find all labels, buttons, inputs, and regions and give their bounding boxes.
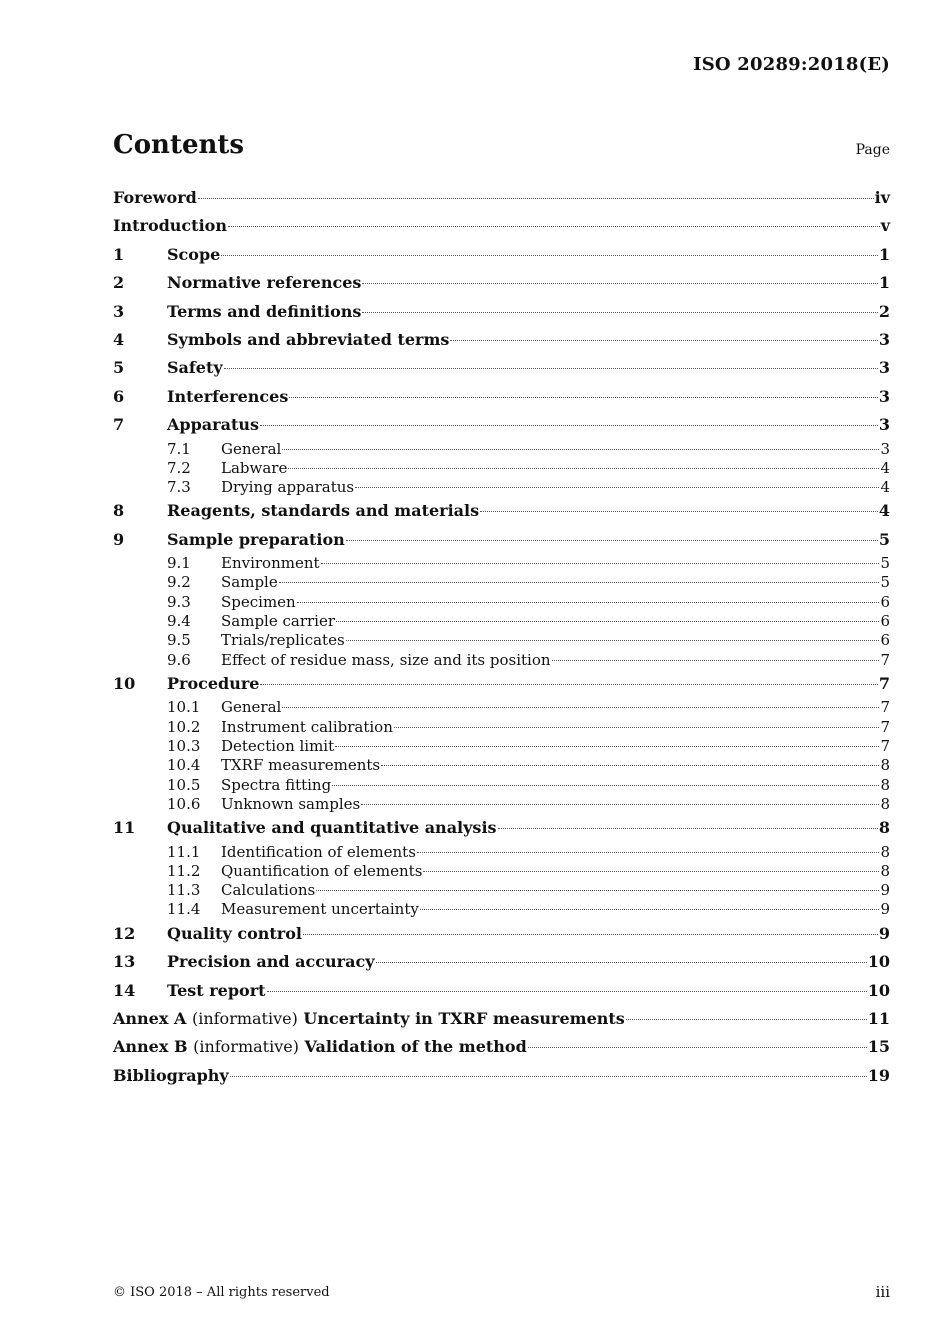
toc-entry-page: 8	[880, 794, 890, 813]
toc-entry[interactable]	[113, 593, 890, 612]
dot-leader	[336, 621, 879, 622]
toc-entry[interactable]	[113, 862, 890, 881]
toc-entry-page: 7	[880, 717, 890, 736]
toc-entry[interactable]	[113, 698, 890, 717]
toc-entry[interactable]	[113, 881, 890, 900]
toc-entry-page: 3	[880, 439, 890, 458]
toc-entry[interactable]	[113, 212, 890, 240]
toc-entry-number: 9.2	[167, 573, 191, 592]
dot-leader	[361, 804, 879, 805]
toc-entry-title: Environment	[221, 554, 320, 573]
toc-entry-number: 5	[113, 358, 125, 378]
toc-entry-title: Annex A (informative) Uncertainty in TXRF measurements	[113, 1008, 625, 1028]
dot-leader	[480, 511, 878, 512]
dot-leader	[346, 640, 880, 641]
toc-entry-title: Safety	[167, 358, 223, 378]
toc-entry-title: General	[221, 439, 282, 458]
dot-leader	[450, 340, 877, 341]
toc-entry-title: Spectra fitting	[221, 775, 332, 794]
toc-entry[interactable]	[113, 497, 890, 525]
toc-entry-page: 8	[880, 775, 890, 794]
toc-entry-number: 9.6	[167, 650, 191, 669]
toc-entry-number: 10.5	[167, 775, 201, 794]
dot-leader	[346, 540, 878, 541]
toc-entry-number: 10.1	[167, 698, 201, 717]
toc-entry-number: 11.1	[167, 842, 201, 861]
toc-entry-number: 14	[113, 980, 136, 1000]
toc-entry[interactable]	[113, 526, 890, 554]
dot-leader	[282, 449, 879, 450]
dot-leader	[362, 283, 877, 284]
toc-entry-title: Calculations	[221, 881, 316, 900]
toc-entry-page: 10	[867, 980, 890, 1000]
toc-entry-page: 1	[878, 273, 890, 293]
toc-entry-page: 2	[878, 301, 890, 321]
toc-entry[interactable]	[113, 920, 890, 948]
dot-leader	[626, 1019, 867, 1020]
toc-entry[interactable]	[113, 298, 890, 326]
toc-entry-number: 10.3	[167, 736, 201, 755]
toc-entry[interactable]	[113, 269, 890, 297]
document-id: ISO 20289:2018(E)	[693, 54, 890, 75]
toc-entry-number: 12	[113, 923, 136, 943]
dot-leader	[198, 198, 874, 199]
toc-entry-page: 3	[878, 415, 890, 435]
table-of-contents	[113, 184, 890, 1090]
dot-leader	[355, 487, 879, 488]
toc-entry-number: 7.2	[167, 458, 191, 477]
toc-entry[interactable]	[113, 776, 890, 795]
toc-entry-page: 8	[880, 861, 890, 880]
toc-entry-title: Sample preparation	[167, 529, 345, 549]
dot-leader	[528, 1047, 867, 1048]
toc-entry-page: 19	[867, 1065, 890, 1085]
dot-leader	[394, 727, 880, 728]
toc-entry-title: Detection limit	[221, 736, 335, 755]
toc-entry-number: 13	[113, 952, 136, 972]
toc-entry-page: 6	[880, 592, 890, 611]
toc-entry-page: 7	[878, 673, 890, 693]
toc-entry-title: Specimen	[221, 592, 296, 611]
toc-entry-page: 15	[867, 1037, 890, 1057]
toc-entry-page: 7	[880, 736, 890, 755]
toc-entry[interactable]	[113, 756, 890, 775]
toc-entry-page: 8	[880, 842, 890, 861]
toc-entry-title: Unknown samples	[221, 794, 361, 813]
toc-entry-page: 10	[867, 952, 890, 972]
toc-entry-title: Sample	[221, 573, 278, 592]
toc-entry[interactable]	[113, 814, 890, 842]
toc-entry-page: 6	[880, 612, 890, 631]
toc-entry-title: Reagents, standards and materials	[167, 501, 480, 521]
toc-entry[interactable]	[113, 843, 890, 862]
toc-entry-page: 1	[878, 244, 890, 264]
toc-entry-number: 8	[113, 501, 125, 521]
toc-entry[interactable]	[113, 1033, 890, 1061]
toc-entry-number: 9.3	[167, 592, 191, 611]
dot-leader	[420, 909, 880, 910]
toc-entry[interactable]	[113, 554, 890, 573]
toc-entry-title: Quantification of elements	[221, 861, 423, 880]
toc-entry[interactable]	[113, 440, 890, 459]
toc-entry-title: Terms and definitions	[167, 301, 362, 321]
dot-leader	[260, 684, 877, 685]
dot-leader	[260, 425, 878, 426]
toc-entry-number: 11.4	[167, 900, 201, 919]
toc-entry[interactable]	[113, 383, 890, 411]
toc-entry-title: Trials/replicates	[221, 631, 345, 650]
toc-entry-page: 9	[880, 900, 890, 919]
toc-entry-page: 11	[867, 1008, 890, 1028]
toc-entry[interactable]	[113, 411, 890, 439]
dot-leader	[552, 660, 880, 661]
toc-entry-number: 1	[113, 244, 125, 264]
dot-leader	[417, 852, 880, 853]
dot-leader	[230, 1076, 867, 1077]
toc-entry-page: 4	[880, 478, 890, 497]
toc-entry-number: 11.3	[167, 881, 201, 900]
toc-entry[interactable]	[113, 1005, 890, 1033]
toc-entry[interactable]	[113, 670, 890, 698]
toc-entry-title: Instrument calibration	[221, 717, 393, 736]
toc-entry-page: 8	[878, 818, 890, 838]
dot-leader	[316, 890, 879, 891]
toc-entry-title: Labware	[221, 458, 288, 477]
toc-entry-title: Quality control	[167, 923, 302, 943]
dot-leader	[303, 934, 878, 935]
toc-entry-title: Foreword	[113, 188, 197, 207]
dot-leader	[228, 226, 880, 227]
page-number: iii	[875, 1283, 890, 1301]
toc-entry-title: Scope	[167, 244, 221, 264]
toc-entry-page: 3	[878, 386, 890, 406]
toc-entry-title: Measurement uncertainty	[221, 900, 419, 919]
toc-entry[interactable]	[113, 1062, 890, 1090]
toc-entry-number: 9.4	[167, 612, 191, 631]
toc-entry-page: 8	[880, 756, 890, 775]
toc-entry-number: 9.1	[167, 554, 191, 573]
annex-title: Uncertainty in TXRF measurements	[303, 1008, 625, 1028]
toc-entry-page: 5	[880, 554, 890, 573]
toc-entry[interactable]	[113, 631, 890, 650]
dot-leader	[221, 255, 878, 256]
toc-entry-title: Qualitative and quantitative analysis	[167, 818, 497, 838]
toc-entry[interactable]	[113, 241, 890, 269]
toc-entry-page: 7	[880, 650, 890, 669]
dot-leader	[288, 468, 879, 469]
toc-entry-title: Precision and accuracy	[167, 952, 375, 972]
toc-entry[interactable]	[113, 737, 890, 756]
toc-entry-number: 7	[113, 415, 125, 435]
toc-entry-title: Interferences	[167, 386, 289, 406]
dot-leader	[279, 582, 880, 583]
dot-leader	[267, 991, 867, 992]
toc-entry-title: Symbols and abbreviated terms	[167, 329, 450, 349]
toc-entry-title: Introduction	[113, 216, 227, 236]
dot-leader	[381, 765, 879, 766]
toc-entry-number: 7.1	[167, 439, 191, 458]
toc-entry[interactable]	[113, 948, 890, 976]
page-column-label: Page	[855, 142, 890, 158]
toc-entry-page: 3	[878, 358, 890, 378]
toc-entry-page: iv	[874, 188, 890, 207]
toc-entry-page: 5	[878, 529, 890, 549]
annex-note: (informative)	[191, 1008, 298, 1028]
toc-entry-title: Apparatus	[167, 415, 259, 435]
toc-entry-title: Bibliography	[113, 1065, 229, 1085]
toc-entry[interactable]	[113, 900, 890, 919]
toc-entry[interactable]	[113, 459, 890, 478]
copyright-footer: © ISO 2018 – All rights reserved	[113, 1285, 330, 1300]
toc-entry[interactable]	[113, 795, 890, 814]
dot-leader	[289, 397, 878, 398]
toc-entry-number: 3	[113, 301, 125, 321]
toc-entry-title: Sample carrier	[221, 612, 336, 631]
toc-entry-title: Procedure	[167, 673, 260, 693]
toc-entry-title: Test report	[167, 980, 266, 1000]
dot-leader	[282, 707, 879, 708]
dot-leader	[376, 962, 867, 963]
toc-entry-title: Normative references	[167, 273, 362, 293]
toc-entry-page: 6	[880, 631, 890, 650]
toc-entry-number: 9.5	[167, 631, 191, 650]
toc-entry-page: 7	[880, 698, 890, 717]
dot-leader	[498, 828, 878, 829]
toc-entry-number: 7.3	[167, 478, 191, 497]
toc-entry[interactable]	[113, 184, 890, 212]
dot-leader	[332, 785, 879, 786]
toc-entry-title: Drying apparatus	[221, 478, 355, 497]
toc-entry-title: TXRF measurements	[221, 756, 381, 775]
toc-entry-number: 6	[113, 386, 125, 406]
toc-entry-title: Annex B (informative) Validation of the method	[113, 1037, 527, 1057]
annex-note: (informative)	[193, 1037, 299, 1057]
toc-entry[interactable]	[113, 612, 890, 631]
dot-leader	[224, 368, 878, 369]
toc-entry-title: Effect of residue mass, size and its position	[221, 650, 551, 669]
toc-entry-number: 11.2	[167, 861, 201, 880]
toc-entry-page: 9	[878, 923, 890, 943]
toc-entry[interactable]	[113, 718, 890, 737]
dot-leader	[321, 563, 880, 564]
toc-entry-number: 2	[113, 273, 125, 293]
dot-leader	[362, 312, 877, 313]
toc-entry[interactable]	[113, 651, 890, 670]
toc-entry-number: 4	[113, 329, 125, 349]
dot-leader	[423, 871, 879, 872]
toc-entry[interactable]	[113, 354, 890, 382]
toc-entry[interactable]	[113, 326, 890, 354]
toc-entry-number: 10.6	[167, 794, 201, 813]
dot-leader	[335, 746, 879, 747]
toc-entry-page: 4	[880, 458, 890, 477]
toc-entry-title: Identification of elements	[221, 842, 416, 861]
toc-entry-page: 4	[878, 501, 890, 521]
toc-entry-page: 5	[880, 573, 890, 592]
toc-entry-title: General	[221, 698, 282, 717]
toc-entry[interactable]	[113, 478, 890, 497]
toc-entry[interactable]	[113, 977, 890, 1005]
contents-title: Contents	[113, 130, 245, 160]
toc-entry-number: 9	[113, 529, 125, 549]
toc-entry-number: 10.2	[167, 717, 201, 736]
toc-entry-number: 11	[113, 818, 136, 838]
toc-entry-page: v	[880, 216, 890, 236]
toc-entry-number: 10	[113, 673, 136, 693]
annex-title: Validation of the method	[304, 1037, 527, 1057]
dot-leader	[297, 602, 880, 603]
toc-entry-page: 9	[880, 881, 890, 900]
toc-entry-number: 10.4	[167, 756, 201, 775]
toc-entry-page: 3	[878, 329, 890, 349]
toc-entry[interactable]	[113, 573, 890, 592]
